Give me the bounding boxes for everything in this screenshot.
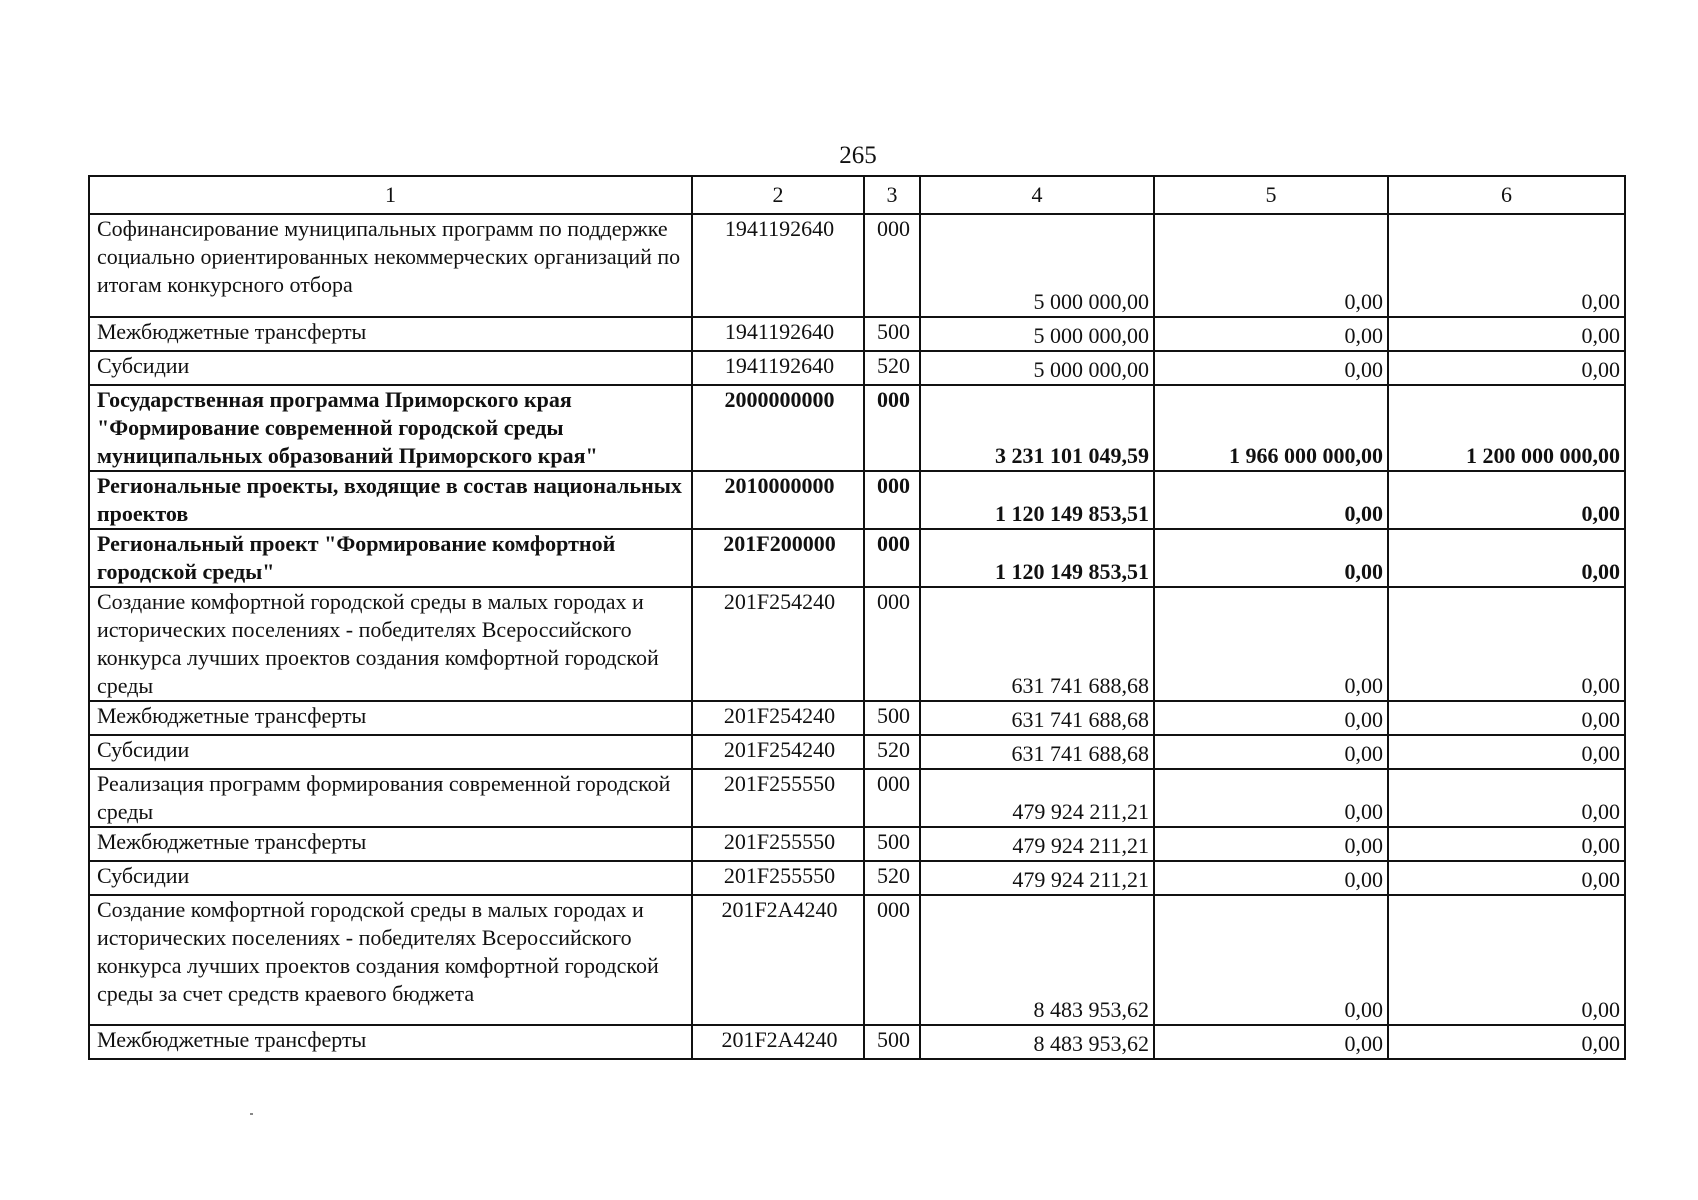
amount-col4: 631 741 688,68 — [920, 701, 1154, 735]
amount-col6: 0,00 — [1388, 735, 1625, 769]
amount-col5: 0,00 — [1154, 827, 1388, 861]
amount-col5: 0,00 — [1154, 861, 1388, 895]
expense-type: 520 — [864, 861, 920, 895]
expense-type: 000 — [864, 587, 920, 701]
column-header: 2 — [692, 176, 864, 214]
expense-type: 000 — [864, 529, 920, 587]
amount-col5: 0,00 — [1154, 214, 1388, 317]
expense-type: 500 — [864, 317, 920, 351]
item-code: 1941192640 — [692, 214, 864, 317]
column-header: 4 — [920, 176, 1154, 214]
table-row — [89, 769, 1625, 827]
item-code: 201F255550 — [692, 827, 864, 861]
amount-col4: 479 924 211,21 — [920, 769, 1154, 827]
column-header: 3 — [864, 176, 920, 214]
column-header: 5 — [1154, 176, 1388, 214]
table-row — [89, 895, 1625, 1025]
table-row — [89, 861, 1625, 895]
amount-col6: 0,00 — [1388, 701, 1625, 735]
amount-col4: 631 741 688,68 — [920, 735, 1154, 769]
amount-col5: 0,00 — [1154, 587, 1388, 701]
item-code: 2010000000 — [692, 471, 864, 529]
item-name: Создание комфортной городской среды в малых городах и исторических поселениях - победителях Всероссийского конкурса лучших проектов создания комфортной городской среды — [89, 587, 692, 701]
item-name: Межбюджетные трансферты — [89, 1025, 692, 1059]
expense-type: 000 — [864, 895, 920, 1025]
item-name: Субсидии — [89, 351, 692, 385]
column-header: 6 — [1388, 176, 1625, 214]
table-row — [89, 351, 1625, 385]
amount-col5: 0,00 — [1154, 1025, 1388, 1059]
amount-col4: 5 000 000,00 — [920, 214, 1154, 317]
item-name: Региональный проект "Формирование комфортной городской среды" — [89, 529, 692, 587]
table-row — [89, 1025, 1625, 1059]
amount-col4: 631 741 688,68 — [920, 587, 1154, 701]
expense-type: 000 — [864, 214, 920, 317]
item-name: Софинансирование муниципальных программ по поддержке социально ориентированных некоммерческих организаций по итогам конкурсного отбора — [89, 214, 692, 317]
amount-col5: 0,00 — [1154, 351, 1388, 385]
amount-col6: 0,00 — [1388, 827, 1625, 861]
table-row — [89, 701, 1625, 735]
amount-col6: 0,00 — [1388, 351, 1625, 385]
item-code: 201F200000 — [692, 529, 864, 587]
expense-type: 500 — [864, 827, 920, 861]
table-row — [89, 587, 1625, 701]
page-number: 265 — [839, 142, 877, 169]
item-code: 2000000000 — [692, 385, 864, 471]
amount-col6: 0,00 — [1388, 529, 1625, 587]
expense-type: 520 — [864, 351, 920, 385]
item-code: 201F254240 — [692, 701, 864, 735]
amount-col6: 0,00 — [1388, 895, 1625, 1025]
amount-col4: 1 120 149 853,51 — [920, 529, 1154, 587]
item-code: 1941192640 — [692, 351, 864, 385]
item-name: Субсидии — [89, 735, 692, 769]
table-header-row — [89, 176, 1625, 214]
budget-table-body — [89, 176, 1625, 1059]
item-name: Реализация программ формирования современной городской среды — [89, 769, 692, 827]
item-code: 201F255550 — [692, 769, 864, 827]
amount-col6: 0,00 — [1388, 769, 1625, 827]
expense-type: 500 — [864, 701, 920, 735]
amount-col6: 0,00 — [1388, 317, 1625, 351]
item-name: Создание комфортной городской среды в малых городах и исторических поселениях - победителях Всероссийского конкурса лучших проектов создания комфортной городской среды за счет средств краевого бюджета — [89, 895, 692, 1025]
amount-col5: 0,00 — [1154, 317, 1388, 351]
item-name: Межбюджетные трансферты — [89, 317, 692, 351]
amount-col6: 0,00 — [1388, 471, 1625, 529]
item-code: 201F254240 — [692, 587, 864, 701]
item-code: 201F255550 — [692, 861, 864, 895]
table-row — [89, 317, 1625, 351]
amount-col4: 5 000 000,00 — [920, 351, 1154, 385]
amount-col5: 0,00 — [1154, 529, 1388, 587]
table-row — [89, 735, 1625, 769]
amount-col5: 0,00 — [1154, 895, 1388, 1025]
table-row — [89, 385, 1625, 471]
scan-speck — [250, 1113, 253, 1115]
amount-col6: 1 200 000 000,00 — [1388, 385, 1625, 471]
amount-col5: 0,00 — [1154, 735, 1388, 769]
item-name: Межбюджетные трансферты — [89, 701, 692, 735]
item-code: 201F2A4240 — [692, 1025, 864, 1059]
amount-col4: 8 483 953,62 — [920, 1025, 1154, 1059]
item-name: Государственная программа Приморского края "Формирование современной городской среды муниципальных образований Приморского края" — [89, 385, 692, 471]
expense-type: 000 — [864, 385, 920, 471]
expense-type: 500 — [864, 1025, 920, 1059]
budget-table — [88, 175, 1626, 1060]
expense-type: 520 — [864, 735, 920, 769]
item-name: Субсидии — [89, 861, 692, 895]
table-row — [89, 214, 1625, 317]
amount-col6: 0,00 — [1388, 587, 1625, 701]
item-code: 1941192640 — [692, 317, 864, 351]
amount-col4: 3 231 101 049,59 — [920, 385, 1154, 471]
item-code: 201F2A4240 — [692, 895, 864, 1025]
expense-type: 000 — [864, 471, 920, 529]
table-row — [89, 471, 1625, 529]
table-row — [89, 827, 1625, 861]
column-header: 1 — [89, 176, 692, 214]
amount-col6: 0,00 — [1388, 1025, 1625, 1059]
table-row — [89, 529, 1625, 587]
amount-col4: 1 120 149 853,51 — [920, 471, 1154, 529]
amount-col4: 479 924 211,21 — [920, 861, 1154, 895]
amount-col4: 5 000 000,00 — [920, 317, 1154, 351]
item-code: 201F254240 — [692, 735, 864, 769]
amount-col5: 0,00 — [1154, 701, 1388, 735]
item-name: Региональные проекты, входящие в состав национальных проектов — [89, 471, 692, 529]
amount-col4: 479 924 211,21 — [920, 827, 1154, 861]
expense-type: 000 — [864, 769, 920, 827]
amount-col6: 0,00 — [1388, 861, 1625, 895]
amount-col5: 1 966 000 000,00 — [1154, 385, 1388, 471]
amount-col4: 8 483 953,62 — [920, 895, 1154, 1025]
item-name: Межбюджетные трансферты — [89, 827, 692, 861]
amount-col6: 0,00 — [1388, 214, 1625, 317]
amount-col5: 0,00 — [1154, 471, 1388, 529]
amount-col5: 0,00 — [1154, 769, 1388, 827]
